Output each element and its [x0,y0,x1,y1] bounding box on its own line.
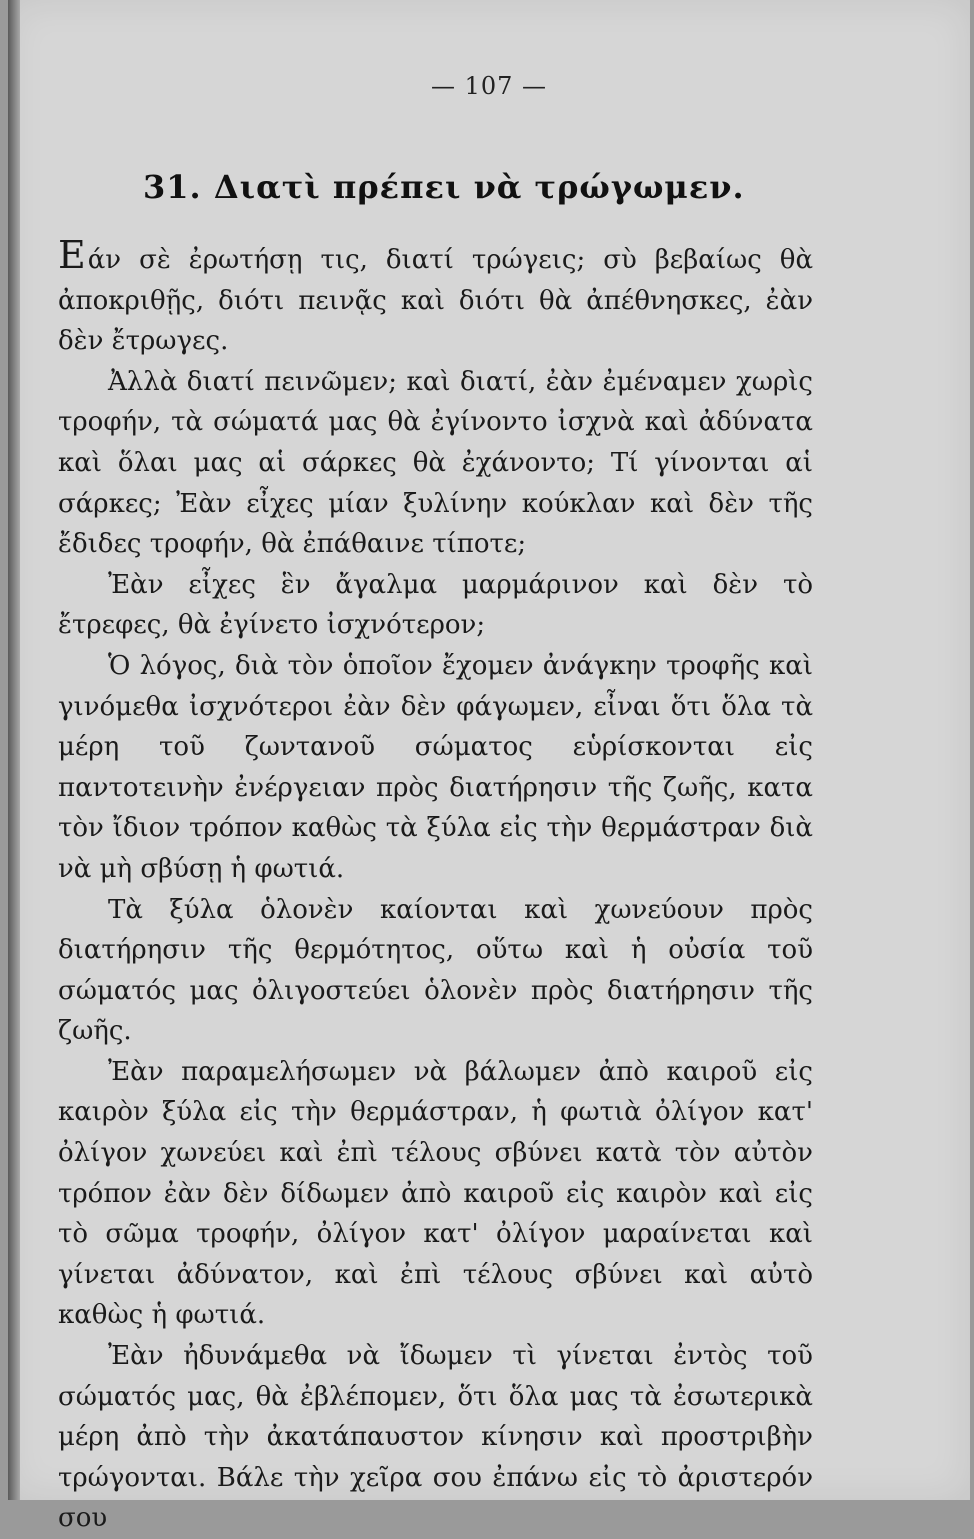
paragraph-7: Ἐὰν ἠδυνάμεθα νὰ ἴδωμεν τὶ γίνεται ἐντὸς τοῦ σώματός μας, θὰ ἐβλέπομεν, ὅτι ὅλα μας τὰ ἐσωτερικὰ μέρη ἀπὸ τὴν ἀκατάπαυστον κίνησιν καὶ προστριβὴν τρώγονται. Βάλε τὴν χεῖρα σου ἐπάνω εἰς τὸ ἀριστερόν σου [58,1341,813,1534]
paragraph-3: Ἐὰν εἶχες ἓν ἄγαλμα μαρμάρινον καὶ δὲν τὸ ἔτρεφες, θὰ ἐγίνετο ἰσχνότερον; [58,569,813,641]
paragraph-4: Ὁ λόγος, διὰ τὸν ὁποῖον ἔχομεν ἀνάγκην τροφῆς καὶ γινόμεθα ἰσχνότεροι ἐὰν δὲν φάγωμεν, εἶναι ὅτι ὅλα τὰ μέρη τοῦ ζωντανοῦ σώματος εὑρίσκονται εἰς παντοτεινὴν ἐνέργειαν πρὸς διατήρησιν τῆς ζωῆς, κατα τὸν ἴδιον τρόπον καθὼς τὰ ξύλα εἰς τὴν θερμάστραν διὰ νὰ μὴ σβύσῃ ἡ φωτιά. [58,650,813,884]
page-number: — 107 — [430,72,548,100]
paragraph-1-text: άν σὲ ἐρωτήσῃ τις, διατί τρώγεις; σὺ βεβαίως θὰ ἀποκριθῇς, διότι πεινᾷς καὶ διότι θὰ ἀπέθνησκες, ἐὰν δὲν ἔτρωγες. [58,245,813,357]
chapter-title: 31. Διατὶ πρέπει νὰ τρώγωμεν. [143,168,745,206]
body-text [58,233,813,1539]
paragraph-2: Ἀλλὰ διατί πεινῶμεν; καὶ διατί, ἐὰν ἐμέναμεν χωρὶς τροφήν, τὰ σώματά μας θὰ ἐγίνοντο ἰσχνὰ καὶ ἀδύνατα καὶ ὅλαι μας αἱ σάρκες θὰ ἐχάνοντο; Τί γίνονται αἱ σάρκες; Ἐὰν εἶχες μίαν ξυλίνην κούκλαν καὶ δὲν τῆς ἔδιδες τροφήν, θὰ ἐπάθαινε τίποτε; [58,366,813,560]
page-gutter-shadow [8,0,20,1500]
drop-cap: Ε [58,233,86,277]
paragraph-5: Τὰ ξύλα ὁλονὲν καίονται καὶ χωνεύουν πρὸς διατήρησιν τῆς θερμότητος, οὕτω καὶ ἡ οὐσία τοῦ σώματός μας ὀλιγοστεύει ὁλονὲν πρὸς διατήρησιν τῆς ζωῆς. [58,894,813,1047]
paragraph-1 [58,233,813,362]
paragraph-6: Ἐὰν παραμελήσωμεν νὰ βάλωμεν ἀπὸ καιροῦ εἰς καιρὸν ξύλα εἰς τὴν θερμάστραν, ἡ φωτιὰ ὀλίγον κατ' ὀλίγον χωνεύει καὶ ἐπὶ τέλους σβύνει κατὰ τὸν αὐτὸν τρόπον ἐὰν δὲν δίδωμεν ἀπὸ καιροῦ εἰς καιρὸν καὶ εἰς τὸ σῶμα τροφήν, ὀλίγον κατ' ὀλίγον μαραίνεται καὶ γίνεται ἀδύνατον, καὶ ἐπὶ τέλους σβύνει καὶ αὐτὸ καθὼς ἡ φωτιά. [58,1056,813,1331]
book-page [8,0,970,1534]
